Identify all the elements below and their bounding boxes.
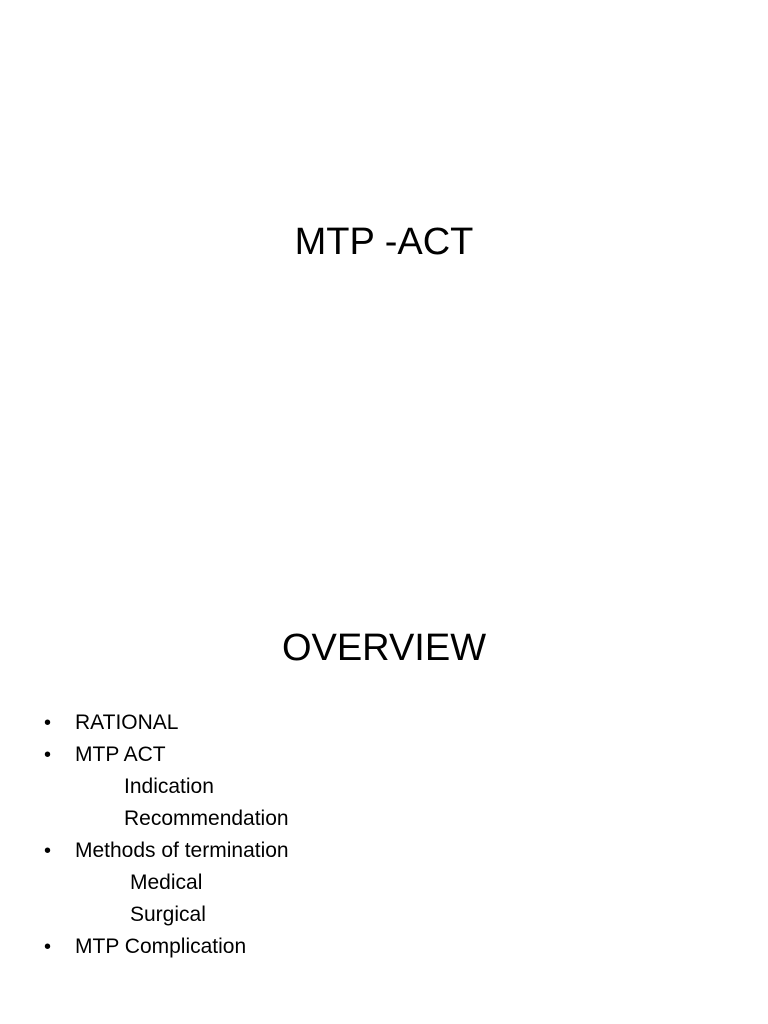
sub-item: Indication	[124, 775, 214, 798]
bullet-item: • RATIONAL	[0, 707, 289, 739]
bullet-item: • MTP ACT	[0, 739, 289, 771]
overview-slide	[0, 512, 768, 1024]
overview-bullet-list	[0, 707, 289, 963]
bullet-item: • Methods of termination	[0, 835, 289, 867]
slide-title: MTP -ACT	[294, 221, 474, 263]
sub-item: Surgical	[130, 903, 206, 926]
sub-item: Recommendation	[124, 807, 289, 830]
bullet-item: • MTP Complication	[0, 931, 289, 963]
slide-title: OVERVIEW	[281, 627, 487, 669]
sub-item: Medical	[130, 871, 203, 894]
